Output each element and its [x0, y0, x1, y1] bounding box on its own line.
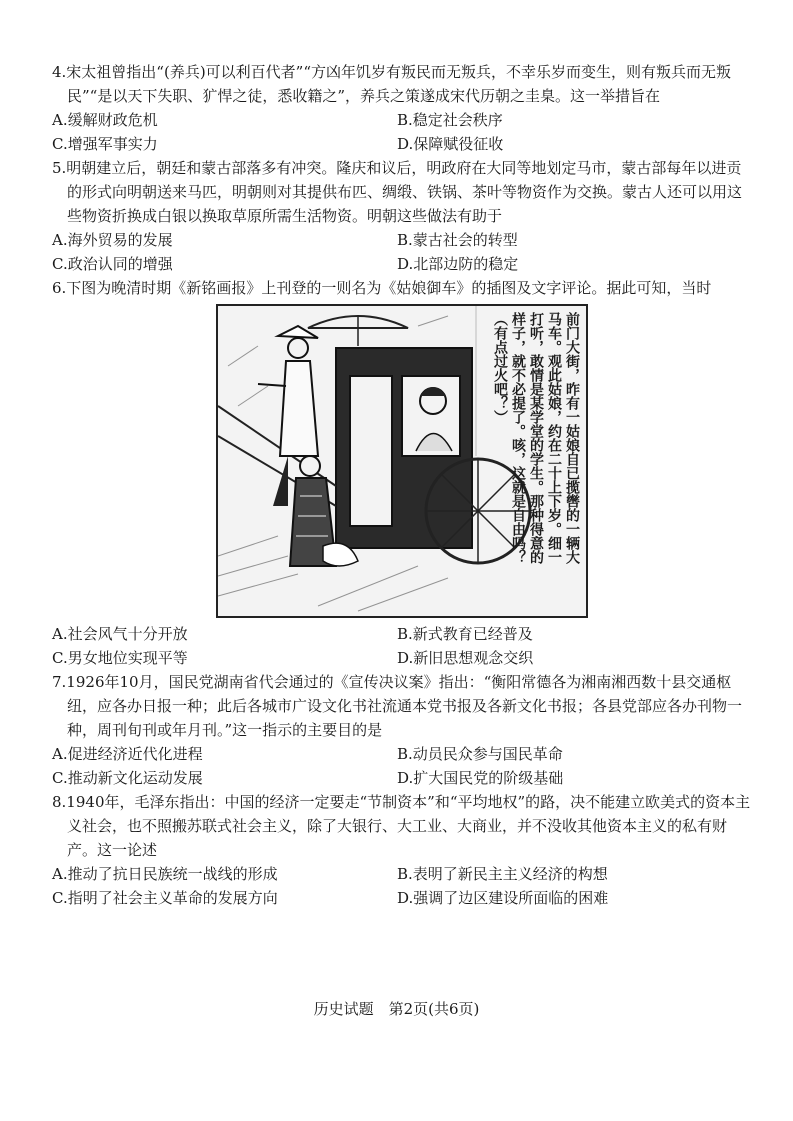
- caption-column: 样子，就不必提了。咳，这就是自由吗？: [510, 312, 526, 564]
- option-d: D.扩大国民党的阶级基础: [397, 769, 564, 787]
- option-c: C.推动新文化运动发展: [52, 769, 203, 787]
- question-stem: 5.明朝建立后，朝廷和蒙古部落多有冲突。隆庆和议后，明政府在大同等地划定马市，蒙古部每年以进贡的形式向明朝送来马匹，明朝则对其提供布匹、绸缎、铁锅、茶叶等物资作为交换。蒙古人还可以用这些物资折换成白银以换取草原所需生活物资。明朝这些做法有助于: [52, 159, 743, 225]
- page-footer: 历史试题 第2页(共6页): [313, 1000, 480, 1018]
- illustration-girl-driving-carriage: [216, 304, 588, 618]
- question-stem: 7.1926年10月，国民党湖南省代会通过的《宣传决议案》指出：“衡阳常德各为湘南湘西数十县交通枢纽，应各办日报一种；此后各城市广设文化书社流通本党书报及各新文化书报；各县党部应各办刊物一种，周刊旬刊或年月刊。”这一指示的主要目的是: [52, 673, 743, 739]
- exam-page: [52, 60, 752, 910]
- option-c: C.政治认同的增强: [52, 255, 173, 273]
- option-a: A.缓解财政危机: [52, 111, 158, 129]
- option-a: A.推动了抗日民族统一战线的形成: [52, 865, 278, 883]
- question-stem: 8.1940年，毛泽东指出：中国的经济一定要走“节制资本”和“平均地权”的路，决不能建立欧美式的资本主义社会，也不照搬苏联式社会主义，除了大银行、大工业、大商业，并不没收其他资本主义的私有财产。这一论述: [52, 793, 751, 859]
- caption-column: 打听，敢情是某学堂的学生。那种得意的: [528, 312, 544, 564]
- options: [52, 108, 752, 156]
- question-4: [52, 60, 752, 156]
- option-d: D.保障赋役征收: [397, 135, 504, 153]
- option-c: C.增强军事实力: [52, 135, 158, 153]
- option-d: D.北部边防的稳定: [397, 255, 519, 273]
- option-c: C.指明了社会主义革命的发展方向: [52, 889, 278, 907]
- question-8: [52, 790, 752, 910]
- options: [52, 228, 752, 276]
- question-7: [52, 670, 752, 790]
- caption-column: （有点过火吧？）: [492, 312, 508, 424]
- question-5: [52, 156, 752, 276]
- option-b: B.稳定社会秩序: [397, 111, 503, 129]
- question-stem: 6.下图为晚清时期《新铭画报》上刊登的一则名为《姑娘御车》的插图及文字评论。据此可知，当时: [52, 279, 712, 297]
- question-stem: 4.宋太祖曾指出“(养兵)可以利百代者”“方凶年饥岁有叛民而无叛兵，不幸乐岁而变生，则有叛兵而无叛民”“是以天下失职、犷悍之徒，悉收籍之”，养兵之策遂成宋代历朝之圭臬。这一举措旨在: [52, 63, 732, 105]
- option-a: A.社会风气十分开放: [52, 625, 188, 643]
- caption-column: 前门大街，昨有一姑娘自已揽辔的一辆大: [564, 312, 580, 564]
- option-c: C.男女地位实现平等: [52, 649, 188, 667]
- caption-column: 马车。观此姑娘，约在二十上下岁。细一: [546, 312, 562, 564]
- options: [52, 742, 752, 790]
- option-b: B.表明了新民主主义经济的构想: [397, 865, 608, 883]
- option-d: D.新旧思想观念交织: [397, 649, 534, 667]
- options: [52, 622, 752, 670]
- option-a: A.促进经济近代化进程: [52, 745, 203, 763]
- figure-caption: [492, 312, 580, 608]
- question-6: [52, 276, 752, 670]
- option-b: B.动员民众参与国民革命: [397, 745, 563, 763]
- options: [52, 862, 752, 910]
- option-b: B.蒙古社会的转型: [397, 231, 518, 249]
- option-a: A.海外贸易的发展: [52, 231, 173, 249]
- option-d: D.强调了边区建设所面临的困难: [397, 889, 609, 907]
- option-b: B.新式教育已经普及: [397, 625, 533, 643]
